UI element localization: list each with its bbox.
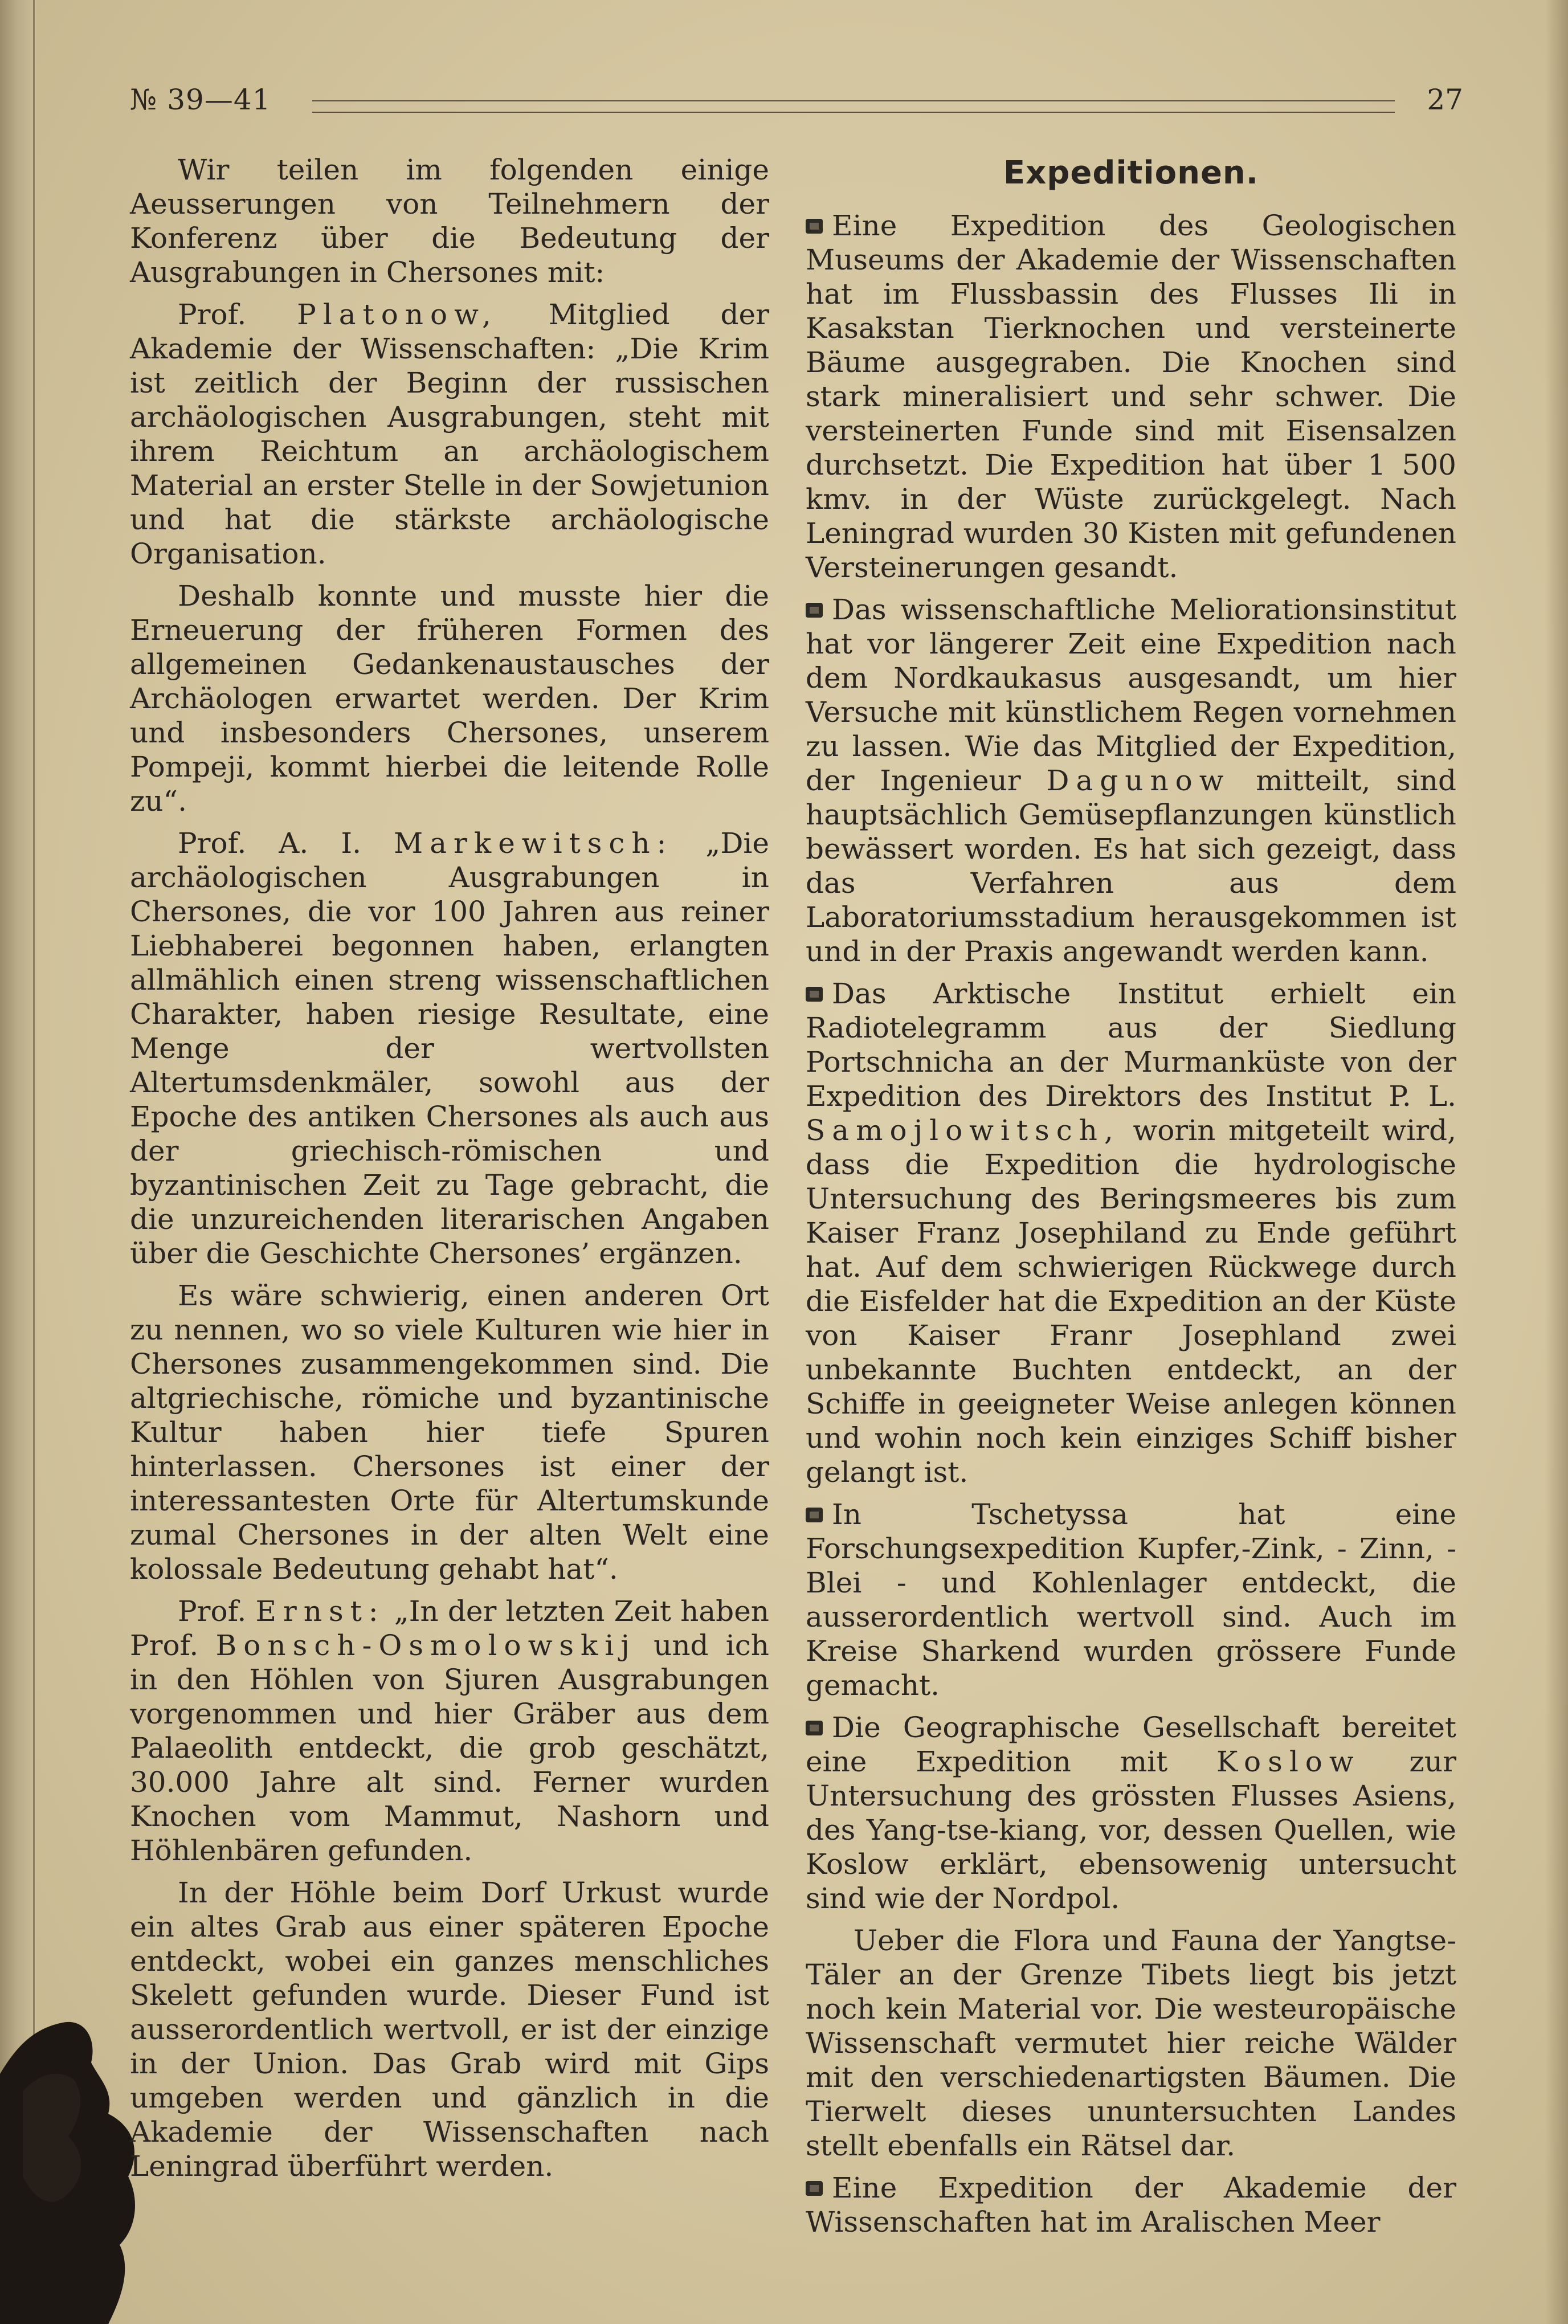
page-header (130, 80, 1463, 125)
bullet-icon (806, 987, 823, 1002)
bullet-icon (806, 1508, 823, 1522)
item-text: worin mitgeteilt wird, dass die Expedition die hydrologische Untersuchung des Beringsmeeres bis zum Kaiser Franz Josephiland zu Ende geführt hat. Auf dem schwierigen Rückwege durch die Eisfelder hat die Expedition an der Küste von Kaiser Franr Josephland zwei unbekannte Buchten entdeckt, an der Schiffe in geeigneter Weise anlegen können und wohin noch kein einziges Schiff bisher gelangt ist. (806, 1114, 1456, 1489)
person-name-bonsch: Bonsch-Osmolowskij (215, 1629, 636, 1662)
news-item (806, 1710, 1456, 1915)
news-item (806, 2171, 1456, 2239)
quote-text: „Die archäologischen Ausgrabungen in Chersones, die vor 100 Jahren aus reiner Liebhaberei begonnen haben, erlangten allmählich einen streng wissenschaftlichen Charakter, haben riesige Resultate, eine Menge der wertvollsten Altertumsdenkmäler, sowohl aus der Epoche des antiken Chersones als auch aus der griechisch-römischen und byzantinischen Zeit zu Tage gebracht, die die unzureichenden literarischen Angaben über die Geschichte Chersones’ ergänzen. (130, 827, 770, 1270)
bullet-icon (806, 219, 823, 234)
speaker-prefix: Prof. (178, 298, 297, 331)
issue-number: № 39—41 (130, 83, 271, 116)
paragraph-urkust: In der Höhle beim Dorf Urkust wurde ein altes Grab aus einer späteren Epoche entdeckt, wobei ein ganzes menschliches Skelett gefunden wurde. Dieser Fund ist ausserordentlich wertvoll, er ist der einzige in der Union. Das Grab wird mit Gips umgeben werden und gänzlich in die Akademie der Wissenschaften nach Leningrad überführt werden. (130, 1876, 769, 2183)
paragraph-deshalb: Deshalb konnte und musste hier die Erneuerung der früheren Formen des allgemeinen Gedankenaustausches der Archäologen erwartet werden. Der Krim und insbesonders Chersones, unserem Pompeji, kommt hierbei die leitende Rolle zu“. (130, 579, 769, 818)
item-text: Eine Expedition der Akademie der Wissenschaften hat im Aralischen Meer (806, 2171, 1456, 2239)
quote-text: Mitglied der Akademie der Wissenschaften: „Die Krim ist zeitlich der Beginn der russischen archäologischen Ausgrabungen, steht mit ihrem Reichtum an archäologischem Material an erster Stelle in der Sowjetunion und hat die stärkste archäologische Organisation. (130, 298, 769, 570)
paragraph-kulturen: Es wäre schwierig, einen anderen Ort zu nennen, wo so viele Kulturen wie hier in Chersones zusammengekommen sind. Die altgriechische, römiche und byzantinische Kultur haben hier tiefe Spuren hinterlassen. Chersones ist einer der interessantesten Orte für Altertumskunde zumal Chersones in der alten Welt eine kolossale Bedeutung gehabt hat“. (130, 1279, 769, 1586)
speaker-name-markewitsch: Markewitsch: (394, 827, 673, 860)
header-rule (312, 100, 1395, 113)
news-item (806, 593, 1456, 969)
bullet-icon (806, 1721, 823, 1735)
news-item (806, 977, 1456, 1489)
person-name-koslow: Koslow (1216, 1745, 1361, 1778)
page-number: 27 (1427, 83, 1463, 116)
paragraph-platonow (130, 297, 769, 571)
paragraph-flora: Ueber die Flora und Fauna der Yangtse-Täler an der Grenze Tibets liegt bis jetzt noch kein Material vor. Die westeuropäische Wissenschaft vermutet hier reiche Wälder mit den verschiedenartigsten Bäumen. Die Tierwelt dieses ununtersuchten Landes stellt ebenfalls ein Rätsel dar. (806, 1924, 1456, 2162)
person-name-samojlowitsch: Samojlowitsch, (806, 1114, 1120, 1147)
news-item (806, 1497, 1456, 1702)
bullet-icon (806, 603, 823, 618)
item-text: Die Geographische Gesellschaft bereitet eine Expedition mit (806, 1711, 1456, 1778)
section-heading: Expeditionen. (1003, 154, 1259, 191)
item-text: zur Untersuchung des grössten Flusses Asiens, des Yang-tse-kiang, vor, dessen Quellen, wie Koslow erklärt, ebensowenig untersucht sind wie der Nordpol. (806, 1745, 1456, 1915)
speaker-name-ernst: Ernst: (255, 1595, 385, 1628)
paragraph-intro: Wir teilen im folgenden einige Aeusserungen von Teilnehmern der Konferenz über die Bedeutung der Ausgrabungen in Chersones mit: (130, 153, 769, 289)
bullet-icon (806, 2181, 823, 2196)
speaker-prefix: Prof. A. I. (178, 827, 394, 860)
quote-text: und ich in den Höhlen von Sjuren Ausgrabungen vorgenommen und hier Gräber aus dem Palaeolith entdeckt, die grob geschätzt, 30.000 Jahre alt sind. Ferner wurden Knochen vom Mammut, Nashorn und Höhlenbären gefunden. (130, 1629, 769, 1867)
news-item (806, 209, 1456, 585)
paragraph-markewitsch (130, 826, 769, 1271)
speaker-prefix: Prof. (178, 1595, 256, 1628)
quote-text: „In der letzten Zeit haben Prof. (130, 1595, 769, 1662)
paragraph-ernst (130, 1594, 769, 1868)
item-text: Das Arktische Institut erhielt ein Radiotelegramm aus der Siedlung Portschnicha an der Murmanküste von der Expedition des Direktors des Institut P. L. (806, 977, 1456, 1113)
page-edge-shadow (1545, 0, 1568, 2324)
speaker-name-platonow: Platonow, (297, 298, 498, 331)
binding-spine (0, 0, 36, 2324)
person-name-dagunow: Dagunow (1046, 764, 1231, 797)
item-text: Eine Expedition des Geologischen Museums der Akademie der Wissenschaften hat im Flussbassin des Flusses Ili in Kasakstan Tierknochen und versteinerte Bäume ausgegraben. Die Knochen sind stark mineralisiert und sehr schwer. Die versteinerten Funde sind mit Eisensalzen durchsetzt. Die Expedition hat über 1 500 kmv. in der Wüste zurückgelegt. Nach Leningrad wurden 30 Kisten mit gefundenen Versteinerungen gesandt. (806, 209, 1456, 584)
right-column (806, 153, 1456, 2247)
item-text: Das wissenschaftliche Meliorationsinstitut hat vor längerer Zeit eine Expedition nach dem Nordkaukasus ausgesandt, um hier Versuche mit künstlichem Regen vornehmen zu lassen. Wie das Mitglied der Expedition, der Ingenieur (806, 593, 1456, 797)
item-text: In Tschetyssa hat eine Forschungsexpedition Kupfer,-Zink, - Zinn, - Blei - und Kohlenlager entdeckt, die ausserordentlich wertvoll sind. Auch im Kreise Sharkend wurden grössere Funde gemacht. (806, 1498, 1456, 1702)
left-column (130, 153, 769, 2191)
binding-line (33, 0, 35, 2324)
item-text: mitteilt, sind hauptsächlich Gemüsepflanzungen künstlich bewässert worden. Es hat sich gezeigt, dass das Verfahren aus dem Laboratoriumsstadium herausgekommen ist und in der Praxis angewandt werden kann. (806, 764, 1456, 968)
